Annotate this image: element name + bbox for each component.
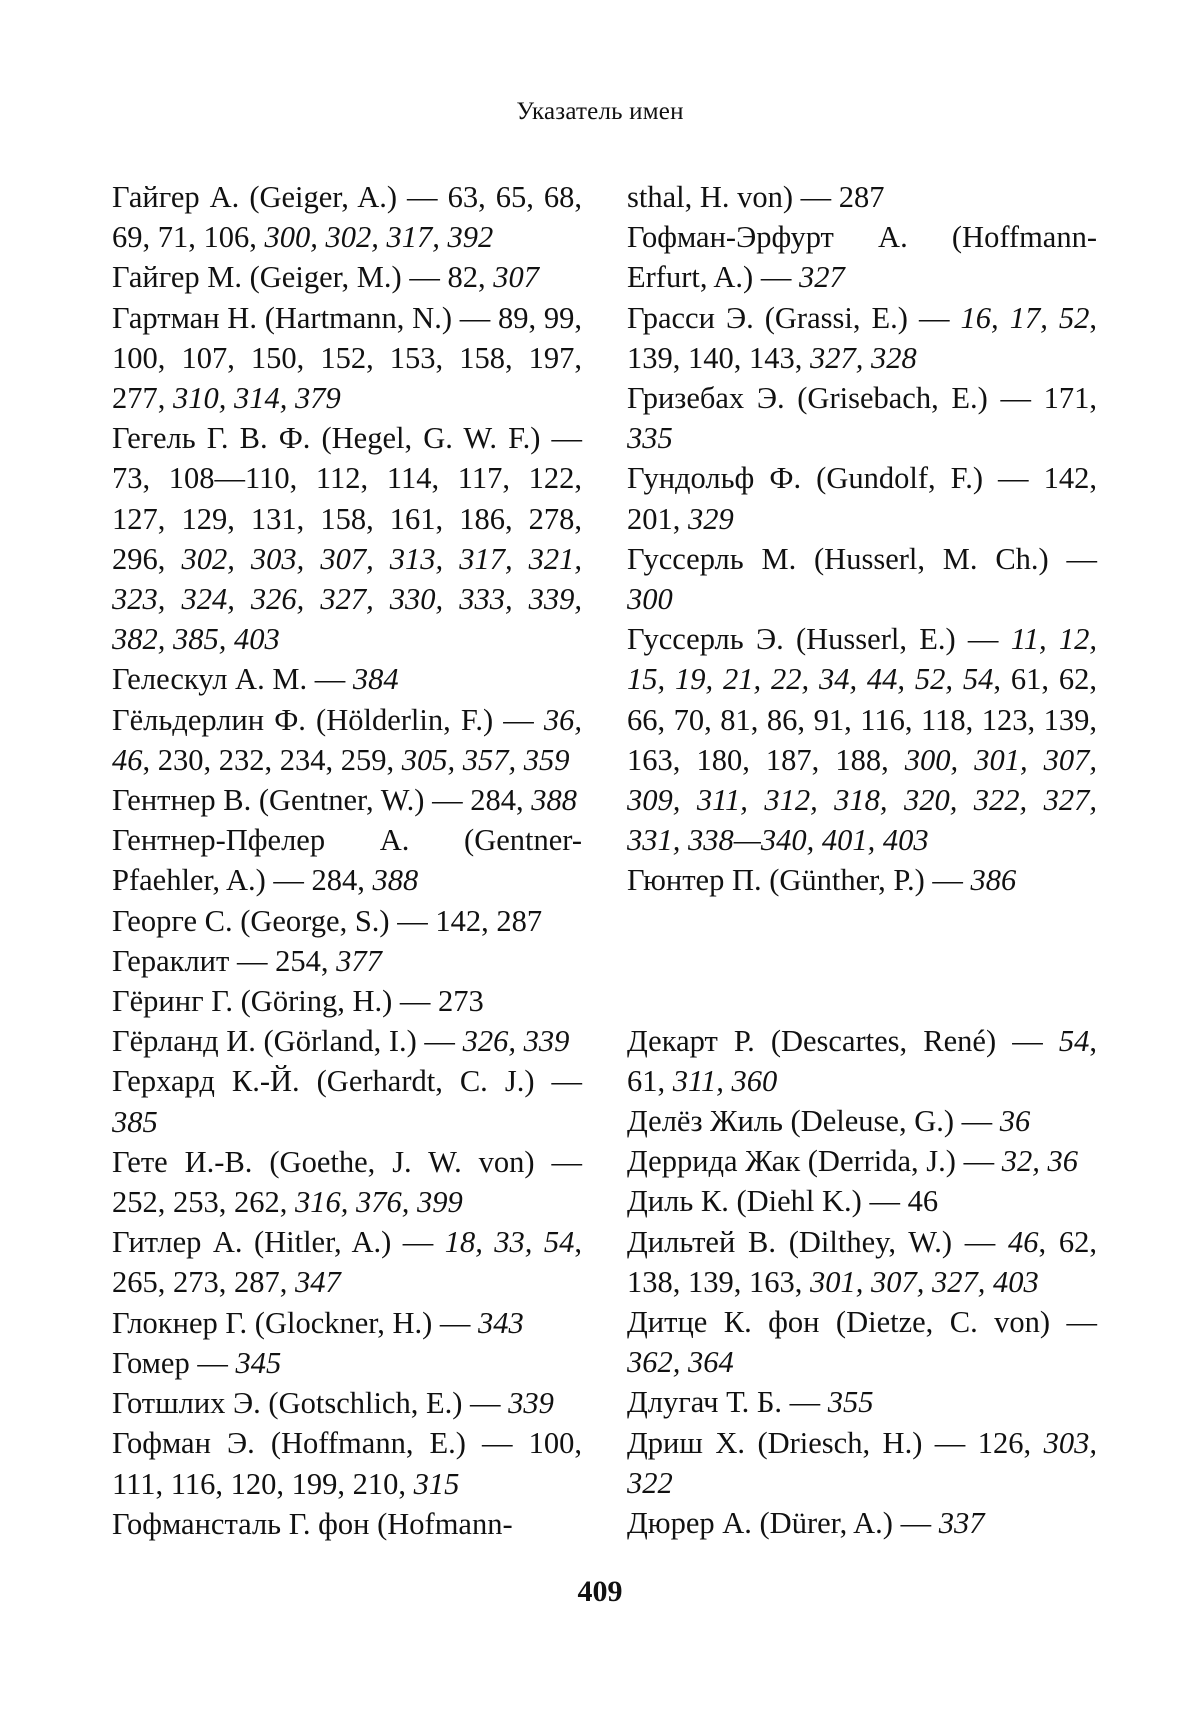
index-entry <box>112 1504 582 1544</box>
entry-pages: 254, <box>275 943 337 978</box>
entry-name: Георге С. (George, S.) — <box>112 903 436 938</box>
entry-name: Гитлер А. (Hitler, A.) — <box>112 1225 445 1260</box>
entry-name: Гёльдерлин Ф. (Hölderlin, F.) — <box>112 702 544 737</box>
entry-pages: 171, <box>1043 381 1097 416</box>
entry-pages-italic: 16, 17, 52 <box>960 300 1090 335</box>
entry-pages-italic: 329 <box>688 501 734 536</box>
entry-pages: 142, 201, <box>627 461 1097 536</box>
entry-name: Гофман Э. (Hoffmann, E.) — <box>112 1426 529 1461</box>
entry-name: Готшлих Э. (Gotschlich, E.) — <box>112 1386 509 1421</box>
entry-pages: 126, <box>977 1425 1044 1460</box>
index-entry <box>112 941 582 981</box>
entry-name: Деррида Жак (Derrida, J.) — <box>627 1144 1002 1179</box>
index-entry <box>112 1343 582 1383</box>
entry-pages-italic: 377 <box>336 943 382 978</box>
entry-name: Гентнер-Пфелер А. (Gentner-Pfaehler, A.) — <box>112 823 582 898</box>
entry-name: Дильтей В. (Dilthey, W.) — <box>627 1224 1008 1259</box>
entry-pages-italic: 384 <box>352 662 399 697</box>
index-entry <box>112 177 582 257</box>
index-entry <box>627 1423 1097 1503</box>
entry-pages: 82, <box>447 260 494 295</box>
entry-pages-italic: 310, 314, 379 <box>173 381 341 416</box>
entry-pages-italic: 11, 12, 15, 19, 21, 22, 34, 44, 52, 54 <box>627 622 1097 697</box>
entry-pages-italic: 36 <box>999 1104 1031 1139</box>
entry-name: Гофмансталь Г. фон (Hofmann- <box>112 1506 513 1541</box>
index-entry <box>627 1021 1097 1101</box>
entry-pages-italic: 54 <box>1058 1023 1090 1058</box>
index-entry <box>112 981 582 1021</box>
entry-pages: 142, 287 <box>435 903 543 938</box>
index-entry <box>112 1021 582 1061</box>
entry-pages: , 230, 232, 234, 259, <box>142 742 402 777</box>
entry-name: Гуссерль Э. (Husserl, E.) — <box>627 622 1011 657</box>
entry-pages-italic: 388 <box>372 863 419 898</box>
entry-pages: 252, 253, 262, <box>112 1185 295 1220</box>
index-entry <box>112 1222 582 1302</box>
entry-name: Гундольф Ф. (Gundolf, F.) — <box>627 461 1044 496</box>
index-entry <box>112 1142 582 1222</box>
index-entry <box>627 1141 1097 1181</box>
entry-pages: 284, <box>470 783 532 818</box>
entry-pages-italic: 18, 33, 54 <box>444 1225 575 1260</box>
entry-pages: 273 <box>438 984 484 1019</box>
index-entry <box>112 700 582 780</box>
entry-pages-italic: 337 <box>938 1506 985 1541</box>
entry-pages-italic: 305, 357, 359 <box>401 742 570 777</box>
entry-pages: 284, <box>311 863 373 898</box>
entry-name: Гайгер М. (Geiger, M.) — <box>112 260 448 295</box>
entry-pages-italic: 335 <box>627 421 673 456</box>
entry-name: Гризебах Э. (Grisebach, E.) — <box>627 381 1044 416</box>
entry-pages-italic: 327, 328 <box>810 340 917 375</box>
entry-pages-italic: 386 <box>970 863 1017 898</box>
index-entry <box>112 1383 582 1423</box>
entry-pages-italic: 339 <box>508 1386 554 1421</box>
entry-name: Грасси Э. (Grassi, E.) — <box>627 300 961 335</box>
entry-pages: 46 <box>907 1184 939 1219</box>
entry-pages-italic: 315 <box>413 1466 460 1501</box>
entry-name: Гофман-Эрфурт А. (Hoffmann-Erfurt, A.) — <box>627 220 1097 295</box>
entry-name: Гуссерль М. (Husserl, M. Ch.) — <box>627 541 1097 576</box>
entry-name: Дитце К. фон (Dietze, C. von) — <box>627 1305 1097 1340</box>
entry-pages: 287 <box>838 180 885 214</box>
letter-section-gap <box>627 901 1097 1021</box>
index-entry <box>627 298 1097 378</box>
entry-name: Делёз Жиль (Deleuse, G.) — <box>627 1104 1000 1139</box>
entry-pages: , 61, 62, 66, 70, 81, 86, 91, 116, 118, 123, 139, 163, 180, 187, 188, <box>627 662 1098 777</box>
index-entry <box>112 901 582 941</box>
entry-pages-italic: 355 <box>827 1385 874 1420</box>
index-entry <box>112 1423 582 1503</box>
entry-pages-italic: 36, 46 <box>112 702 582 777</box>
entry-pages-italic: 311, 360 <box>672 1063 778 1098</box>
entry-pages: , 61, <box>627 1023 1097 1098</box>
entry-pages-italic: 32, 36 <box>1001 1144 1078 1179</box>
entry-name: Диль К. (Diehl K.) — <box>627 1184 908 1219</box>
entry-pages-italic: 327 <box>798 260 845 295</box>
entry-pages-italic: 388 <box>531 783 577 818</box>
index-entry <box>627 539 1097 619</box>
entry-pages: 73, 108—110, 112, 114, 117, 122, 127, 129, 131, 158, 161, 186, 278, 296, <box>112 461 582 576</box>
entry-pages-italic: 302, 303, 307, 313, 317, 321, 323, 324, 326, 327, 330, 333, 339, 382, 385, 403 <box>112 541 582 657</box>
index-entry <box>112 418 582 659</box>
entry-name: Гюнтер П. (Günther, P.) — <box>627 863 971 898</box>
entry-pages-italic: 362, 364 <box>627 1345 734 1380</box>
entry-name: Дюрер А. (Dürer, A.) — <box>627 1506 939 1541</box>
entry-name: Гёринг Г. (Göring, H.) — <box>112 984 439 1019</box>
entry-name: Гайгер А. (Geiger, A.) — <box>112 180 448 214</box>
entry-name: Гелескул А. М. — <box>112 662 353 697</box>
index-column-left <box>112 177 582 1544</box>
entry-pages-italic: 46 <box>1008 1224 1039 1259</box>
entry-name: Декарт Р. (Descartes, René) — <box>627 1023 1059 1058</box>
entry-pages: 100, 111, 116, 120, 199, 210, <box>112 1426 582 1501</box>
entry-name: Длугач Т. Б. — <box>627 1385 828 1420</box>
entry-name: Гомер — <box>112 1345 236 1380</box>
entry-name: Гентнер В. (Gentner, W.) — <box>112 783 471 818</box>
entry-pages-italic: 307 <box>493 260 539 295</box>
index-entry <box>112 820 582 900</box>
entry-pages-italic: 326, 339 <box>462 1024 570 1059</box>
running-header: Указатель имен <box>516 98 684 125</box>
page-number: 409 <box>577 1575 623 1608</box>
entry-pages: , 62, 138, 139, 163, <box>627 1224 1097 1299</box>
entry-name: Гёрланд И. (Görland, I.) — <box>112 1024 463 1059</box>
entry-pages: , 265, 273, 287, <box>112 1225 582 1300</box>
index-entry <box>112 298 582 419</box>
index-entry <box>627 1101 1097 1141</box>
entry-pages-italic: 347 <box>295 1265 341 1300</box>
index-entry <box>112 257 582 297</box>
entry-name: Герхард К.-Й. (Gerhardt, C. J.) — <box>112 1064 582 1099</box>
index-entry <box>627 177 1097 217</box>
entry-pages-italic: 345 <box>235 1345 282 1380</box>
entry-name: Гегель Г. В. Ф. (Hegel, G. W. F.) — <box>112 421 582 456</box>
index-entry <box>627 1503 1097 1543</box>
entry-pages-italic: 300, 301, 307, 309, 311, 312, 318, 320, 322, 327, 331, 338—340, 401, 403 <box>627 742 1097 858</box>
index-entry <box>627 860 1097 900</box>
index-entry <box>627 1302 1097 1382</box>
index-entry <box>112 780 582 820</box>
index-entry <box>627 217 1097 297</box>
entry-pages-italic: 303, 322 <box>627 1425 1097 1500</box>
entry-pages: 89, 99, 100, 107, 150, 152, 153, 158, 197, 277, <box>112 300 582 416</box>
entry-pages-italic: 300, 302, 317, 392 <box>264 220 494 255</box>
index-entry <box>112 1061 582 1141</box>
index-entry <box>627 1222 1097 1302</box>
index-entry <box>627 458 1097 538</box>
index-entry <box>627 378 1097 458</box>
entry-name: Дриш Х. (Driesch, H.) — <box>627 1425 978 1460</box>
index-column-right <box>627 177 1097 1543</box>
entry-name: Гераклит — <box>112 943 276 978</box>
index-entry <box>112 1303 582 1343</box>
index-entry <box>627 1382 1097 1422</box>
entry-pages-italic: 343 <box>478 1305 524 1340</box>
index-entry <box>112 659 582 699</box>
entry-pages-italic: 300 <box>627 582 673 617</box>
index-entry <box>627 619 1097 860</box>
index-entry <box>627 1181 1097 1221</box>
entry-pages-italic: 301, 307, 327, 403 <box>810 1264 1039 1299</box>
entry-pages-italic: 385 <box>112 1104 158 1139</box>
entry-pages-italic: 316, 376, 399 <box>295 1185 463 1220</box>
entry-name: Гете И.-В. (Goethe, J. W. von) — <box>112 1144 582 1179</box>
entry-name: Глокнер Г. (Glockner, H.) — <box>112 1305 479 1340</box>
entry-name: Гартман Н. (Hartmann, N.) — <box>112 300 498 335</box>
entry-name: sthal, H. von) — <box>627 180 839 214</box>
entry-pages: 63, 65, 68, 69, 71, 106, <box>112 180 583 255</box>
entry-pages: , 139, 140, 143, <box>627 300 1097 375</box>
